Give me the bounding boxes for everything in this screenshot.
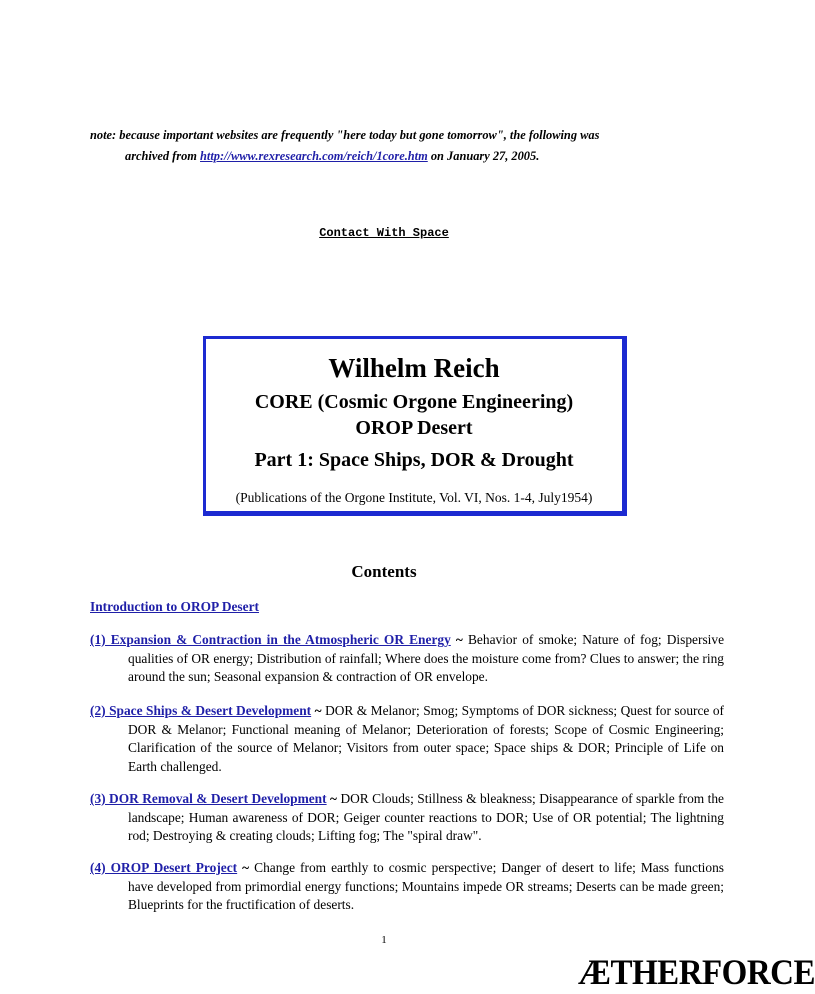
contact-heading: Contact With Space <box>319 226 449 240</box>
orop-subtitle: OROP Desert <box>355 417 473 439</box>
toc-link-section-1[interactable]: (1) Expansion & Contraction in the Atmospheric OR Energy <box>90 632 451 647</box>
toc-separator: ~ <box>455 632 463 647</box>
toc-desc-section-3: DOR Clouds; Stillness & bleakness; Disappearance of sparkle from the landscape; Human awareness of DOR; Geiger counter reactions to DOR; Use of OR potential; The lightning rod; Destroying & creating clouds; Lifting fog; The "spiral draw". <box>128 791 724 844</box>
toc-link-section-3[interactable]: (3) DOR Removal & Desert Development <box>90 791 327 806</box>
note-date: on January 27, 2005. <box>427 149 540 163</box>
part-title: Part 1: Space Ships, DOR & Drought <box>254 449 574 471</box>
toc-desc-section-1: Behavior of smoke; Nature of fog; Dispersive qualities of OR energy; Distribution of rainfall; Where does the moisture come from? Clues to answer; the ring around the sun; Seasonal expansion & contraction of OR envelope. <box>128 632 725 685</box>
toc-link-section-4[interactable]: (4) OROP Desert Project <box>90 860 238 875</box>
toc-item <box>90 631 724 687</box>
aetherforce-logo: ÆTHERFORCE <box>578 953 815 993</box>
toc-separator: ~ <box>330 791 338 806</box>
note-line-2 <box>90 146 724 167</box>
note-archived-label: archived from <box>125 149 201 163</box>
toc-separator: ~ <box>314 703 322 718</box>
note-text: note: because important websites are frequently "here today but gone tomorrow", the following was <box>90 128 600 142</box>
author-title: Wilhelm Reich <box>328 353 500 383</box>
toc-desc-section-4: Change from earthly to cosmic perspective; Danger of desert to life; Mass functions have developed from primordial energy functions; Mountains impede OR streams; Deserts can be made green; Blueprints for the fructification of deserts. <box>128 860 724 913</box>
page-number: 1 <box>381 934 387 946</box>
toc-separator: ~ <box>242 860 250 875</box>
publication-info: (Publications of the Orgone Institute, Vol. VI, Nos. 1-4, July1954) <box>235 490 593 505</box>
toc-link-introduction[interactable]: Introduction to OROP Desert <box>90 599 259 614</box>
archive-note <box>90 125 724 167</box>
toc-item <box>90 859 724 915</box>
toc-item <box>90 598 724 617</box>
toc-link-section-2[interactable]: (2) Space Ships & Desert Development <box>90 703 312 718</box>
toc-item <box>90 790 724 846</box>
title-box <box>203 336 627 516</box>
toc-desc-section-2: DOR & Melanor; Smog; Symptoms of DOR sickness; Quest for source of DOR & Melanor; Functional meaning of Melanor; Deterioration of forests; Scope of Cosmic Engineering; Clarification of the source of Melanor; Visitors from outer space; Space ships & DOR; Principle of Life on Earth challenged. <box>128 703 724 774</box>
core-subtitle: CORE (Cosmic Orgone Engineering) <box>254 391 574 413</box>
toc-item <box>90 702 724 776</box>
contents-heading: Contents <box>351 562 417 581</box>
archive-url-link[interactable]: http://www.rexresearch.com/reich/1core.htm <box>200 149 428 163</box>
